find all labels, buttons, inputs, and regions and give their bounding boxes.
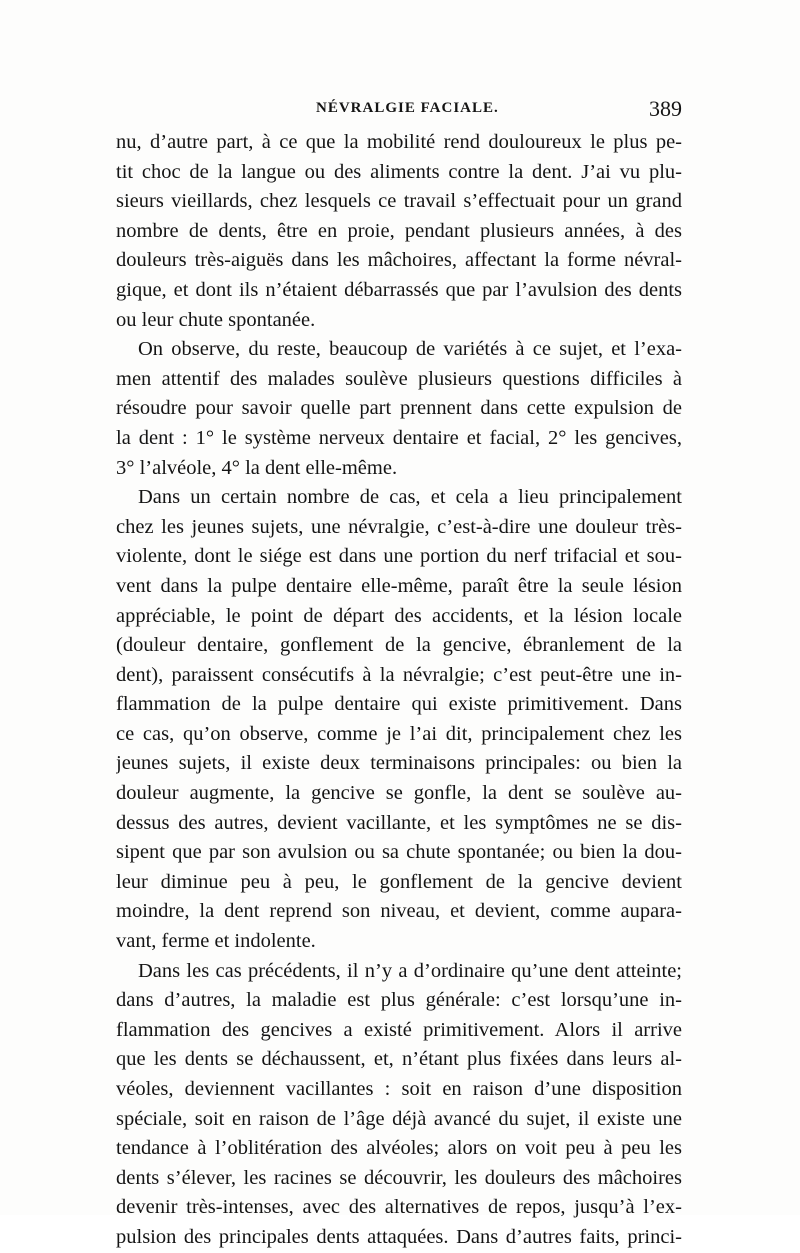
text-line: leur diminue peu à peu, le gonflement de la gencive devient <box>116 870 682 893</box>
text-line: dents s’élever, les racines se découvrir, les douleurs des mâchoires <box>116 1166 682 1189</box>
text-line: spéciale, soit en raison de l’âge déjà avancé du sujet, il existe une <box>116 1107 682 1130</box>
text-line: men attentif des malades soulève plusieurs questions difficiles à <box>116 367 682 390</box>
text-line: dans d’autres, la maladie est plus générale: c’est lorsqu’une in- <box>116 989 682 1012</box>
text-line: sipent que par son avulsion ou sa chute spontanée; ou bien la dou- <box>116 841 682 864</box>
text-line: douleur augmente, la gencive se gonfle, la dent se soulève au- <box>116 782 682 805</box>
text-line: flammation des gencives a existé primitivement. Alors il arrive <box>116 1018 682 1041</box>
text-line: devenir très-intenses, avec des alternatives de repos, jusqu’à l’ex- <box>116 1196 682 1219</box>
text-line: violente, dont le siége est dans une portion du nerf trifacial et sou- <box>116 545 682 568</box>
page-number: 389 <box>649 96 682 121</box>
text-line: tit choc de la langue ou des aliments contre la dent. J’ai vu plu- <box>116 160 682 183</box>
running-head <box>116 96 682 126</box>
text-line: ou leur chute spontanée. <box>116 308 316 331</box>
text-line: douleurs très-aiguës dans les mâchoires, affectant la forme névral- <box>116 249 682 272</box>
text-line: vant, ferme et indolente. <box>116 930 316 953</box>
text-line: chez les jeunes sujets, une névralgie, c’est-à-dire une douleur très- <box>116 515 682 538</box>
text-line: tendance à l’oblitération des alvéoles; alors on voit peu à peu les <box>116 1137 682 1160</box>
text-line: Dans les cas précédents, il n’y a d’ordinaire qu’une dent atteinte; <box>138 959 682 982</box>
text-line: vent dans la pulpe dentaire elle-même, paraît être la seule lésion <box>116 574 682 597</box>
text-line: nu, d’autre part, à ce que la mobilité rend douloureux le plus pe- <box>116 131 682 153</box>
text-line: jeunes sujets, il existe deux terminaisons principales: ou bien la <box>116 752 682 775</box>
text-line: gique, et dont ils n’étaient débarrassés que par l’avulsion des dents <box>116 278 682 301</box>
text-line: moindre, la dent reprend son niveau, et devient, comme aupara- <box>116 900 682 923</box>
text-line: dessus des autres, devient vacillante, et les symptômes ne se dis- <box>116 811 682 834</box>
text-line: pulsion des principales dents attaquées. Dans d’autres faits, princi- <box>116 1225 682 1248</box>
text-line: sieurs vieillards, chez lesquels ce travail s’effectuait pour un grand <box>116 190 682 213</box>
text-line: Dans un certain nombre de cas, et cela a lieu principalement <box>138 486 682 509</box>
body-text <box>116 128 682 1253</box>
text-line: dent), paraissent consécutifs à la névralgie; c’est peut-être une in- <box>116 663 682 686</box>
text-line: flammation de la pulpe dentaire qui existe primitivement. Dans <box>116 693 682 716</box>
text-line: résoudre pour savoir quelle part prennent dans cette expulsion de <box>116 397 682 420</box>
text-line: la dent : 1° le système nerveux dentaire et facial, 2° les gencives, <box>116 426 682 449</box>
text-line: (douleur dentaire, gonflement de la gencive, ébranlement de la <box>116 634 682 657</box>
running-title: NÉVRALGIE FACIALE. <box>316 100 499 116</box>
text-line: ce cas, qu’on observe, comme je l’ai dit, principalement chez les <box>116 722 682 745</box>
text-line: que les dents se déchaussent, et, n’étant plus fixées dans leurs al- <box>116 1048 682 1071</box>
text-line: 3° l’alvéole, 4° la dent elle-même. <box>116 456 398 479</box>
text-line: véoles, deviennent vacillantes : soit en raison d’une disposition <box>116 1078 682 1100</box>
text-line: appréciable, le point de départ des accidents, et la lésion locale <box>116 604 682 627</box>
text-line: nombre de dents, être en proie, pendant plusieurs années, à des <box>116 219 682 242</box>
text-line: On observe, du reste, beaucoup de variétés à ce sujet, et l’exa- <box>138 338 682 361</box>
